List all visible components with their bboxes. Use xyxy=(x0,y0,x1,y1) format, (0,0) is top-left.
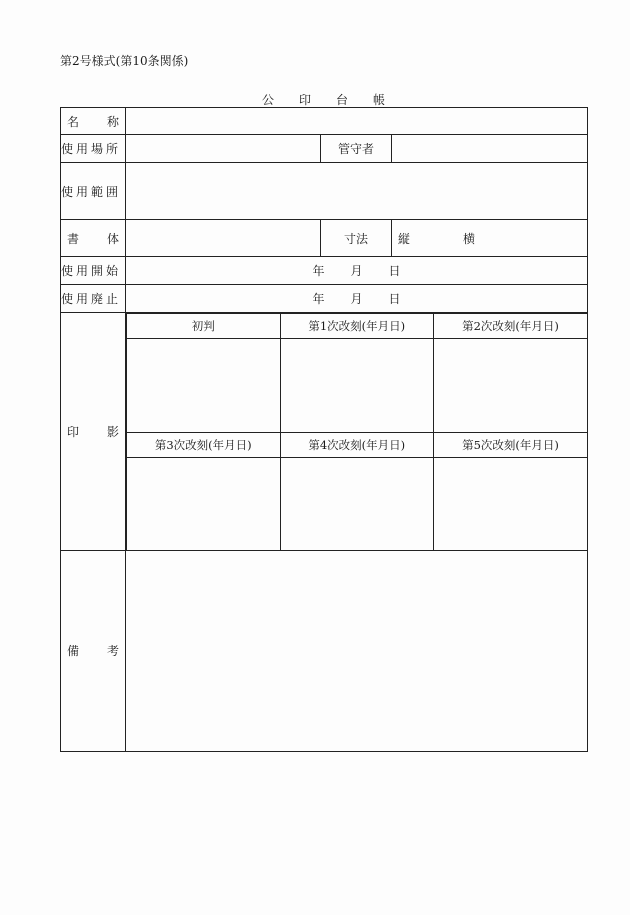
impression-header-revision-3: 第3次改刻(年月日) xyxy=(127,433,281,458)
row-scope xyxy=(61,163,588,220)
location-field[interactable] xyxy=(126,135,321,163)
scope-field[interactable] xyxy=(126,163,588,220)
form-number: 第2号様式(第10条関係) xyxy=(60,54,189,68)
impression-box-revision-4[interactable] xyxy=(280,458,434,550)
row-abolish xyxy=(61,285,588,313)
start-date-field[interactable] xyxy=(126,257,588,285)
title-char-1: 公 xyxy=(262,93,275,107)
impression-box-revision-3[interactable] xyxy=(127,458,281,550)
vertical-label: 縦 xyxy=(398,231,411,246)
keeper-field[interactable] xyxy=(392,135,588,163)
impression-header-revision-5: 第5次改刻(年月日) xyxy=(434,433,588,458)
impression-box-revision-5[interactable] xyxy=(434,458,588,550)
impression-header-revision-4: 第4次改刻(年月日) xyxy=(280,433,434,458)
impression-label: 印 影 xyxy=(61,313,126,551)
typeface-label: 書 体 xyxy=(61,220,126,257)
size-field[interactable] xyxy=(392,220,588,257)
abolish-day: 日 xyxy=(388,292,401,306)
abolish-label: 使用廃止 xyxy=(61,285,126,313)
remarks-label: 備 考 xyxy=(61,550,126,751)
start-month: 月 xyxy=(350,264,363,278)
title-char-3: 台 xyxy=(336,93,349,107)
typeface-field[interactable] xyxy=(126,220,321,257)
title-char-2: 印 xyxy=(299,93,312,107)
impression-box-revision-2[interactable] xyxy=(434,339,588,433)
row-start xyxy=(61,257,588,285)
row-remarks xyxy=(61,550,588,751)
start-label: 使用開始 xyxy=(61,257,126,285)
impression-header-revision-1: 第1次改刻(年月日) xyxy=(280,314,434,339)
remarks-field[interactable] xyxy=(126,550,588,751)
title-char-4: 帳 xyxy=(373,93,386,107)
impression-header-revision-2: 第2次改刻(年月日) xyxy=(434,314,588,339)
keeper-label: 管守者 xyxy=(321,135,392,163)
abolish-year: 年 xyxy=(312,292,325,306)
row-impression xyxy=(61,313,588,551)
row-name xyxy=(61,108,588,135)
abolish-date-field[interactable] xyxy=(126,285,588,313)
scope-label: 使用範囲 xyxy=(61,163,126,220)
impression-box-initial[interactable] xyxy=(127,339,281,433)
row-typeface xyxy=(61,220,588,257)
abolish-month: 月 xyxy=(350,292,363,306)
impression-header-initial: 初判 xyxy=(127,314,281,339)
horizontal-label: 横 xyxy=(463,231,476,246)
row-location xyxy=(61,135,588,163)
seal-ledger-table xyxy=(60,107,588,752)
size-label: 寸法 xyxy=(321,220,392,257)
start-day: 日 xyxy=(388,264,401,278)
impression-box-revision-1[interactable] xyxy=(280,339,434,433)
name-label: 名 称 xyxy=(61,108,126,135)
impression-grid xyxy=(126,313,587,550)
impression-area xyxy=(126,313,588,551)
document-title xyxy=(262,91,410,108)
location-label: 使用場所 xyxy=(61,135,126,163)
start-year: 年 xyxy=(312,264,325,278)
name-field[interactable] xyxy=(126,108,588,135)
